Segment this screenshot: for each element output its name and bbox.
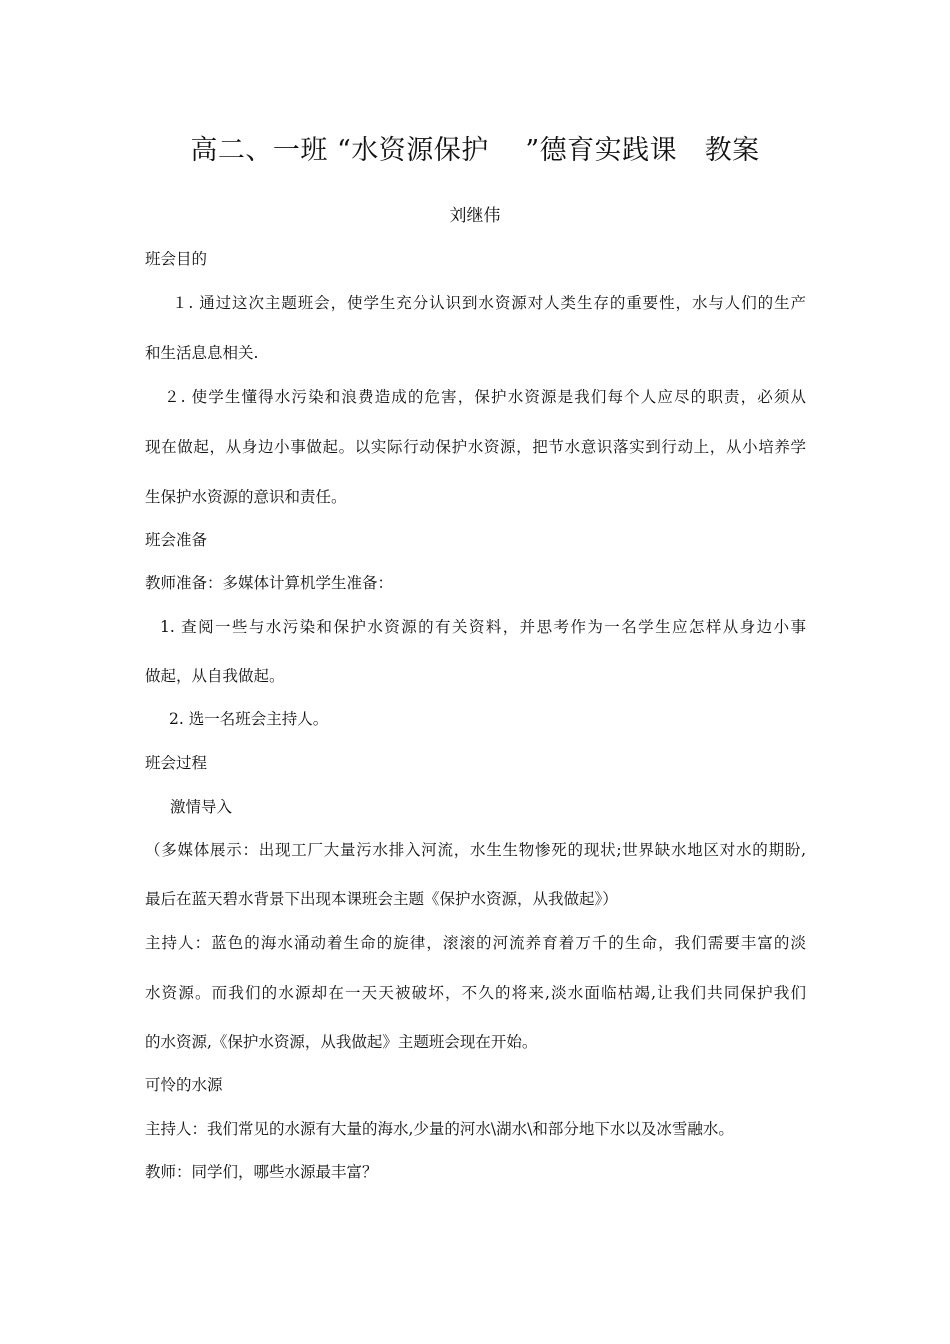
- document-title: 高二、一班 “水资源保护 ”德育实践课 教案: [190, 135, 760, 166]
- subheading-intro: 激情导入: [170, 798, 233, 816]
- paragraph-line: 和生活息息相关.: [145, 344, 259, 362]
- paragraph-line: １. 通过这次主题班会，使学生充分认识到水资源对人类生存的重要性，水与人们的生产: [172, 294, 806, 312]
- paragraph-line: 2. 选一名班会主持人。: [169, 710, 329, 728]
- paragraph-line: 1. 查阅一些与水污染和保护水资源的有关资料，并思考作为一名学生应怎样从身边小事: [160, 618, 806, 636]
- paragraph-line: （多媒体展示：出现工厂大量污水排入河流，水生生物惨死的现状;世界缺水地区对水的期盼,: [145, 841, 806, 859]
- document-author: 刘继伟: [449, 206, 501, 226]
- subheading-poor-water: 可怜的水源: [145, 1076, 223, 1094]
- paragraph-line: 做起，从自我做起。: [145, 667, 285, 685]
- section-heading-purpose: 班会目的: [145, 250, 208, 268]
- paragraph-line: 教师：同学们，哪些水源最丰富？: [145, 1163, 378, 1181]
- section-heading-preparation: 班会准备: [145, 531, 208, 549]
- section-heading-process: 班会过程: [145, 754, 208, 772]
- paragraph-line: 生保护水资源的意识和责任。: [145, 488, 347, 506]
- paragraph-line: 主持人：我们常见的水源有大量的海水,少量的河水\湖水\和部分地下水以及冰雪融水。: [145, 1120, 734, 1138]
- paragraph-line: 主持人：蓝色的海水涌动着生命的旋律，滚滚的河流养育着万千的生命，我们需要丰富的淡: [145, 934, 806, 952]
- paragraph-line: 教师准备：多媒体计算机学生准备：: [145, 574, 394, 592]
- paragraph-line: 水资源。而我们的水源却在一天天被破坏，不久的将来,淡水面临枯竭,让我们共同保护我们: [145, 984, 806, 1002]
- paragraph-line: 的水资源,《保护水资源，从我做起》主题班会现在开始。: [145, 1033, 538, 1051]
- paragraph-line: ２. 使学生懂得水污染和浪费造成的危害，保护水资源是我们每个人应尽的职责，必须从: [164, 388, 806, 406]
- paragraph-line: 现在做起，从身边小事做起。以实际行动保护水资源，把节水意识落实到行动上，从小培养学: [145, 438, 806, 456]
- paragraph-line: 最后在蓝天碧水背景下出现本课班会主题《保护水资源，从我做起》）: [145, 890, 618, 908]
